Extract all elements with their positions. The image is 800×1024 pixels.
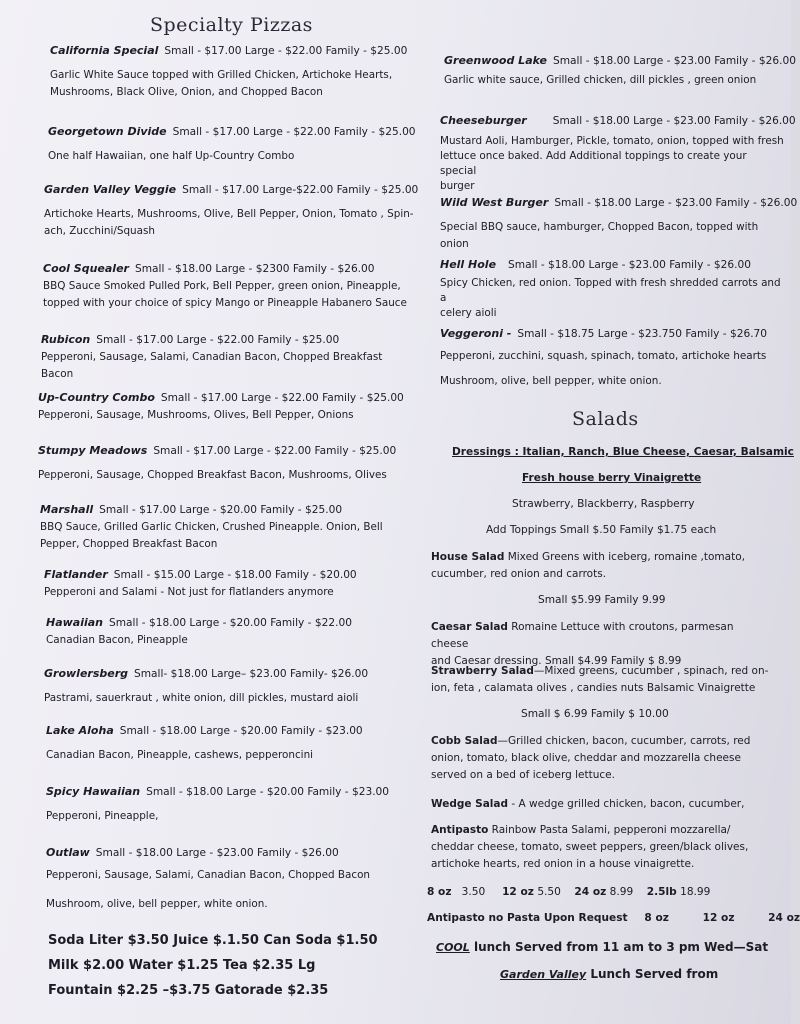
strawberry-salad-price: Small $ 6.99 Family $ 10.00 [521, 708, 669, 720]
cool-lunch-line [436, 940, 768, 954]
salad-desc: —Mixed greens, cucumber , spinach, red on- ion, feta , calamata olives , candies nuts Balsamic Vinaigrette [431, 665, 769, 694]
berries-line: Strawberry, Blackberry, Raspberry [512, 498, 695, 510]
drinks-line: Milk $2.00 Water $1.25 Tea $2.35 Lg [48, 958, 316, 973]
vinaigrette-line: Fresh house berry Vinaigrette [522, 472, 702, 484]
salads-title: Salads [572, 408, 639, 430]
pizza-sizes: Small- $18.00 Large– $23.00 Family- $26.00 [134, 668, 369, 680]
specialty-pizzas-title: Specialty Pizzas [150, 14, 313, 36]
pizza-desc: Canadian Bacon, Pineapple [46, 634, 188, 646]
antipasto-size: 24 oz [574, 886, 607, 898]
pizza-greenwood-lake [444, 52, 796, 89]
antipasto-price: 5.50 [537, 886, 561, 898]
pizza-california-special [50, 42, 420, 101]
pizza-desc: One half Hawaiian, one half Up-Country Combo [48, 150, 295, 162]
pizza-sizes: Small - $17.00 Large - $20.00 Family - $25.00 [99, 504, 343, 516]
pizza-growlersberg [44, 665, 414, 707]
pizza-desc: BBQ Sauce, Grilled Garlic Chicken, Crushed Pineapple. Onion, Bell Pepper, Chopped Breakfast Bacon [40, 521, 383, 550]
pizza-flatlander [44, 566, 414, 601]
pizza-name: Greenwood Lake [444, 54, 548, 67]
pizza-sizes: Small - $18.75 Large - $23.750 Family - $26.70 [517, 328, 768, 340]
salad-desc: - A wedge grilled chicken, bacon, cucumber, [508, 798, 745, 810]
salad-desc: Mixed Greens with iceberg, romaine ,tomato, cucumber, red onion and carrots. [431, 551, 745, 580]
pizza-cool-squealer [43, 260, 413, 312]
pizza-name: Veggeroni - [440, 327, 512, 340]
pizza-desc: Special BBQ sauce, hamburger, Chopped Bacon, topped with onion [440, 221, 759, 250]
pizza-desc: BBQ Sauce Smoked Pulled Pork, Bell Pepper, green onion, Pineapple, topped with your choice of spicy Mango or Pineapple Habanero Sauce [43, 280, 407, 309]
pizza-sizes: Small - $17.00 Large - $22.00 Family - $25.00 [96, 334, 340, 346]
pizza-desc: Pepperoni, Sausage, Mushrooms, Olives, Bell Pepper, Onions [38, 409, 354, 421]
pizza-hawaiian [46, 614, 416, 649]
antipasto-price: 8.99 [609, 886, 634, 898]
pizza-name: Wild West Burger [440, 196, 549, 209]
pizza-desc: Pepperoni and Salami - Not just for flatlanders anymore [44, 586, 334, 598]
pizza-desc: Garlic White Sauce topped with Grilled Chicken, Artichoke Hearts, Mushrooms, Black Olive, Onion, and Chopped Bacon [50, 69, 393, 98]
strawberry-salad [431, 663, 771, 697]
pizza-name: Hawaiian [46, 616, 104, 629]
house-salad-price: Small $5.99 Family 9.99 [538, 594, 666, 606]
antipasto-size: 12 oz [702, 912, 735, 924]
salad-name: Wedge Salad [431, 798, 508, 810]
pizza-garden-valley-veggie [44, 181, 419, 240]
antipasto [431, 822, 771, 873]
pizza-sizes: Small - $17.00 Large - $22.00 Family - $25.00 [160, 392, 404, 404]
pizza-desc: Pepperoni, zucchini, squash, spinach, tomato, artichoke hearts Mushroom, olive, bell pepper, white onion. [440, 350, 767, 387]
pizza-name: Georgetown Divide [48, 125, 167, 138]
lunch-text: Lunch Served from [586, 967, 719, 981]
pizza-sizes: Small - $18.00 Large - $2300 Family - $26.00 [134, 263, 375, 275]
pizza-sizes: Small - $18.00 Large - $23.00 Family - $26.00 [552, 115, 796, 127]
antipasto-price: 3.50 [461, 886, 486, 898]
antipasto-price: 18.99 [680, 886, 711, 898]
pizza-sizes: Small - $18.00 Large - $23.00 Family - $26.00 [508, 259, 751, 271]
salad-name: Cobb Salad [431, 735, 498, 747]
pizza-sizes: Small - $18.00 Large - $20.00 Family - $22.00 [109, 617, 352, 629]
pizza-cheeseburger [440, 112, 796, 194]
drinks-line: Fountain $2.25 –$3.75 Gatorade $2.35 [48, 983, 329, 998]
pizza-desc: Spicy Chicken, red onion. Topped with fresh shredded carrots and a celery aioli [440, 277, 781, 319]
pizza-lake-aloha [46, 722, 416, 764]
antipasto-size: 12 oz [502, 886, 534, 898]
salad-name: House Salad [431, 551, 505, 563]
pizza-sizes: Small - $18.00 Large - $23.00 Family - $26.00 [554, 197, 798, 209]
pizza-desc: Pepperoni, Sausage, Salami, Canadian Bacon, Chopped Breakfast Bacon [41, 351, 383, 380]
pizza-name: Lake Aloha [46, 724, 114, 737]
salad-desc: Rainbow Pasta Salami, pepperoni mozzarella/ cheddar cheese, tomato, sweet peppers, green/black olives, artichoke hearts, red onion in a house vinaigrette. [431, 824, 749, 870]
pizza-name: California Special [50, 44, 159, 57]
pizza-sizes: Small - $18.00 Large - $20.00 Family - $23.00 [146, 786, 390, 798]
pizza-name: Growlersberg [44, 667, 129, 680]
pizza-stumpy-meadows [38, 442, 408, 484]
salad-desc: Romaine Lettuce with croutons, parmesan cheese and Caesar dressing. Small $4.99 Family $ 8.99 [431, 621, 734, 667]
pizza-sizes: Small - $17.00 Large-$22.00 Family - $25.00 [182, 184, 419, 196]
antipasto-no-pasta-label: Antipasto no Pasta Upon Request [427, 912, 628, 924]
antipasto-size: 8 oz [427, 886, 452, 898]
pizza-sizes: Small - $17.00 Large - $22.00 Family - $25.00 [164, 45, 408, 57]
garden-valley-lunch-line [500, 967, 718, 981]
pizza-desc: Pastrami, sauerkraut , white onion, dill pickles, mustard aioli [44, 692, 359, 704]
house-salad [431, 549, 771, 583]
pizza-outlaw [46, 845, 416, 919]
pizza-name: Flatlander [44, 568, 108, 581]
pizza-spicy-hawaiian [46, 783, 416, 825]
antipasto-size: 2.5lb [646, 886, 677, 898]
pizza-desc: Mustard Aoli, Hamburger, Pickle, tomato, onion, topped with fresh lettuce once baked. Add Additional toppings to create your special burger [440, 135, 784, 192]
pizza-veggeroni [440, 325, 785, 394]
antipasto-sizes [427, 886, 710, 898]
pizza-name: Cool Squealer [43, 262, 129, 275]
pizza-sizes: Small - $18.00 Large - $23.00 Family - $26.00 [553, 55, 796, 67]
pizza-georgetown-divide [48, 123, 418, 165]
pizza-name: Outlaw [46, 846, 90, 859]
antipasto-size: 24 oz [768, 912, 800, 924]
pizza-hell-hole [440, 257, 785, 321]
pizza-name: Garden Valley Veggie [44, 183, 177, 196]
pizza-name: Hell Hole [440, 258, 497, 271]
pizza-rubicon [41, 331, 411, 383]
drinks-line: Soda Liter $3.50 Juice $.1.50 Can Soda $1.50 [48, 933, 378, 948]
pizza-sizes: Small - $18.00 Large - $23.00 Family - $26.00 [95, 847, 339, 859]
pizza-name: Cheeseburger [440, 114, 527, 127]
salad-name: Caesar Salad [431, 621, 508, 633]
pizza-up-country-combo [38, 389, 408, 424]
salad-desc: —Grilled chicken, bacon, cucumber, carrots, red onion, tomato, black olive, cheddar and mozzarella cheese served on a bed of iceberg lettuce. [431, 735, 751, 781]
lunch-location: Garden Valley [500, 968, 587, 981]
pizza-desc: Pepperoni, Sausage, Chopped Breakfast Bacon, Mushrooms, Olives [38, 469, 387, 481]
pizza-name: Marshall [40, 503, 94, 516]
pizza-sizes: Small - $17.00 Large - $22.00 Family - $25.00 [153, 445, 397, 457]
salad-name: Antipasto [431, 824, 489, 836]
antipasto-no-pasta [427, 912, 800, 924]
pizza-sizes: Small - $18.00 Large - $20.00 Family - $23.00 [119, 725, 363, 737]
pizza-sizes: Small - $15.00 Large - $18.00 Family - $20.00 [113, 569, 357, 581]
salad-name: Strawberry Salad [431, 665, 534, 677]
pizza-name: Rubicon [41, 333, 91, 346]
lunch-text: lunch Served from 11 am to 3 pm Wed—Sat [469, 940, 769, 954]
drinks-list [48, 928, 378, 1003]
pizza-name: Up-Country Combo [38, 391, 155, 404]
antipasto-size: 8 oz [644, 912, 669, 924]
pizza-desc: Pepperoni, Pineapple, [46, 810, 159, 822]
pizza-sizes: Small - $17.00 Large - $22.00 Family - $25.00 [172, 126, 416, 138]
cobb-salad [431, 733, 771, 784]
pizza-wild-west-burger [440, 194, 798, 253]
pizza-marshall [40, 501, 410, 553]
pizza-desc: Canadian Bacon, Pineapple, cashews, pepperoncini [46, 749, 314, 761]
pizza-name: Stumpy Meadows [38, 444, 148, 457]
toppings-line: Add Toppings Small $.50 Family $1.75 each [486, 524, 717, 536]
wedge-salad [431, 796, 771, 813]
lunch-location: COOL [436, 941, 470, 954]
pizza-desc: Pepperoni, Sausage, Salami, Canadian Bacon, Chopped Bacon Mushroom, olive, bell pepper, white onion. [46, 869, 371, 910]
pizza-name: Spicy Hawaiian [46, 785, 141, 798]
pizza-desc: Garlic white sauce, Grilled chicken, dill pickles , green onion [444, 74, 757, 86]
pizza-desc: Artichoke Hearts, Mushrooms, Olive, Bell Pepper, Onion, Tomato , Spin- ach, Zucchini/Squash [44, 208, 414, 237]
dressings-line: Dressings : Italian, Ranch, Blue Cheese, Caesar, Balsamic [452, 446, 794, 458]
